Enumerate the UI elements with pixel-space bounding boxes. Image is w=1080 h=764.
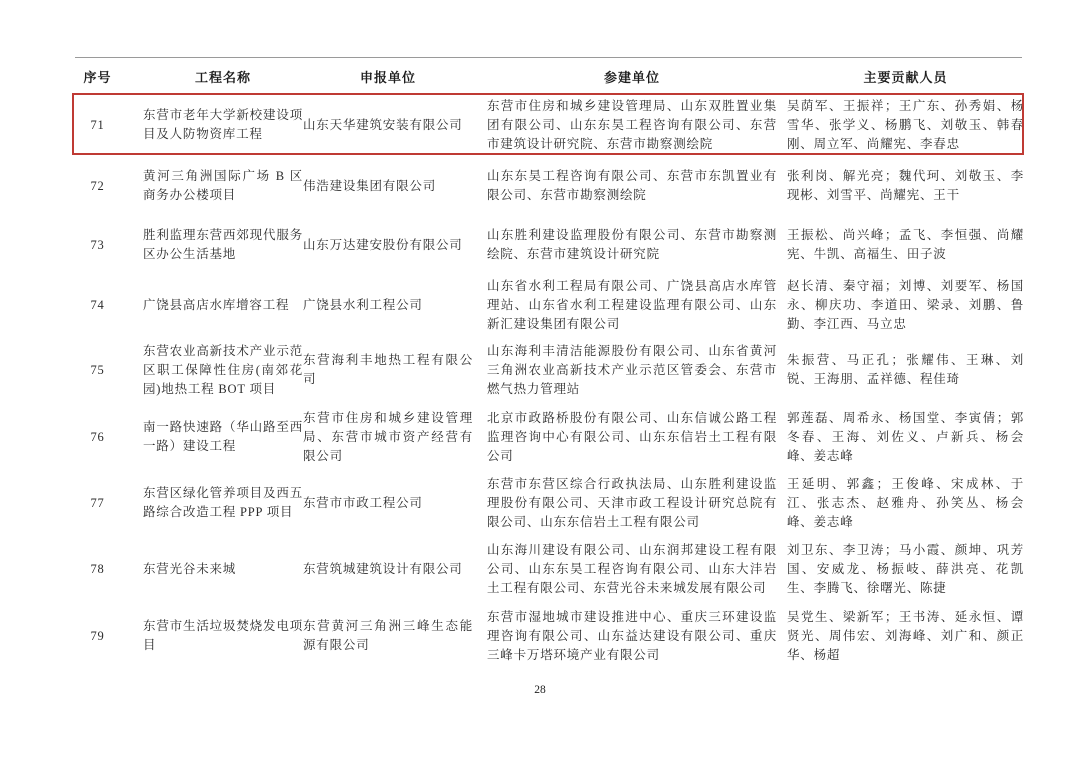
- table-row-75: [75, 336, 1022, 404]
- cell-contributors: 郭莲磊、周希永、杨国堂、李寅倩；郭冬春、王海、刘佐义、卢新兵、杨会峰、姜志峰: [787, 410, 1024, 463]
- cell-project-name: 东营农业高新技术产业示范区职工保障性住房(南郊花园)地热工程 BOT 项目: [143, 343, 303, 396]
- cell-contributors: 朱振营、马正孔；张耀伟、王琳、刘锐、王海朋、孟祥德、程佳琦: [787, 353, 1024, 386]
- cell-applicant: 东营筑城建筑设计有限公司: [303, 561, 463, 576]
- table-row-78: [75, 536, 1022, 602]
- table-row-74: [75, 274, 1022, 336]
- header-project-name: 工程名称: [194, 69, 251, 85]
- table-row-77: [75, 470, 1022, 536]
- cell-contributors: 刘卫东、李卫涛；马小霞、颜坤、巩芳国、安威龙、杨振岐、薛洪亮、花凯生、李腾飞、徐曙光、陈捷: [787, 542, 1024, 595]
- cell-project-name: 东营市生活垃圾焚烧发电项目: [143, 619, 303, 652]
- cell-applicant: 东营黄河三角洲三峰生态能源有限公司: [303, 619, 473, 652]
- cell-seq: 72: [90, 178, 105, 193]
- cell-seq: 71: [90, 117, 105, 132]
- table-row-73: [75, 216, 1022, 274]
- cell-seq: 79: [90, 628, 105, 643]
- cell-participants: 东营市湿地城市建设推进中心、重庆三环建设监理咨询有限公司、山东益达建设有限公司、重庆三峰卡万塔环境产业有限公司: [487, 609, 777, 662]
- cell-applicant: 东营海利丰地热工程有限公司: [303, 353, 473, 386]
- cell-project-name: 东营光谷未来城: [143, 561, 237, 576]
- cell-participants: 山东胜利建设监理股份有限公司、东营市勘察测绘院、东营市建筑设计研究院: [487, 228, 777, 261]
- table-row-76: [75, 404, 1022, 470]
- cell-applicant: 广饶县水利工程公司: [303, 297, 423, 312]
- cell-participants: 山东海川建设有限公司、山东润邦建设工程有限公司、山东东昊工程咨询有限公司、山东大沣岩土工程有限公司、东营光谷未来城发展有限公司: [487, 542, 777, 595]
- cell-contributors: 吴荫军、王振祥；王广东、孙秀娟、杨雪华、张学义、杨鹏飞、刘敬玉、韩春刚、周立军、尚耀宪、李春忠: [787, 98, 1024, 151]
- cell-applicant: 东营市住房和城乡建设管理局、东营市城市资产经营有限公司: [303, 410, 473, 463]
- table-row-79: [75, 602, 1022, 670]
- cell-project-name: 东营市老年大学新校建设项目及人防物资库工程: [143, 108, 303, 141]
- cell-project-name: 广饶县高店水库增容工程: [143, 297, 290, 312]
- cell-contributors: 吴党生、梁新军；王书涛、延永恒、谭贤光、周伟宏、刘海峰、刘广和、颜正华、杨超: [787, 609, 1024, 662]
- cell-project-name: 胜利监理东营西郊现代服务区办公生活基地: [143, 228, 303, 261]
- cell-participants: 东营市东营区综合行政执法局、山东胜利建设监理股份有限公司、天津市政工程设计研究总院有限公司、山东东信岩土工程有限公司: [487, 476, 777, 529]
- cell-applicant: 伟浩建设集团有限公司: [303, 178, 437, 193]
- cell-applicant: 山东天华建筑安装有限公司: [303, 117, 463, 132]
- cell-seq: 75: [90, 362, 105, 377]
- header-seq: 序号: [83, 69, 112, 85]
- cell-participants: 山东海利丰清洁能源股份有限公司、山东省黄河三角洲农业高新技术产业示范区管委会、东营市燃气热力管理站: [487, 343, 777, 396]
- cell-participants: 山东东昊工程咨询有限公司、东营市东凯置业有限公司、东营市勘察测绘院: [487, 169, 777, 202]
- table-row-72: [75, 156, 1022, 216]
- cell-project-name: 东营区绿化管养项目及西五路综合改造工程 PPP 项目: [143, 486, 303, 519]
- cell-contributors: 王延明、郭鑫；王俊峰、宋成林、于江、张志杰、赵雅舟、孙笑丛、杨会峰、姜志峰: [787, 476, 1024, 529]
- cell-seq: 77: [90, 495, 105, 510]
- header-applicant: 申报单位: [359, 69, 416, 85]
- header-participants: 参建单位: [603, 69, 660, 85]
- cell-contributors: 王振松、尚兴峰；孟飞、李恒强、尚耀宪、牛凯、高福生、田子波: [787, 228, 1024, 261]
- cell-seq: 74: [90, 297, 105, 312]
- cell-project-name: 南一路快速路（华山路至西一路）建设工程: [143, 420, 303, 453]
- cell-project-name: 黄河三角洲国际广场 B 区商务办公楼项目: [143, 169, 303, 202]
- cell-seq: 73: [90, 237, 105, 252]
- cell-participants: 山东省水利工程局有限公司、广饶县高店水库管理站、山东省水利工程建设监理有限公司、山东新汇建设集团有限公司: [487, 278, 777, 331]
- projects-table: [75, 57, 1022, 670]
- cell-participants: 东营市住房和城乡建设管理局、山东双胜置业集团有限公司、山东东昊工程咨询有限公司、东营市建筑设计研究院、东营市勘察测绘院: [487, 98, 777, 151]
- page-number: 28: [534, 684, 546, 696]
- cell-applicant: 东营市市政工程公司: [303, 495, 423, 510]
- header-contributors: 主要贡献人员: [863, 69, 948, 85]
- cell-contributors: 张利岗、解光亮；魏代珂、刘敬玉、李现彬、刘雪平、尚耀宪、王干: [787, 169, 1024, 202]
- cell-participants: 北京市政路桥股份有限公司、山东信诚公路工程监理咨询中心有限公司、山东东信岩土工程有限公司: [487, 410, 777, 463]
- cell-seq: 76: [90, 429, 105, 444]
- cell-contributors: 赵长清、秦守福；刘博、刘要军、杨国永、柳庆功、李道田、梁录、刘鹏、鲁勤、李江西、马立忠: [787, 278, 1024, 331]
- cell-seq: 78: [90, 561, 105, 576]
- table-header-row: [75, 58, 1022, 94]
- table-row-71: [75, 94, 1022, 156]
- cell-applicant: 山东万达建安股份有限公司: [303, 237, 463, 252]
